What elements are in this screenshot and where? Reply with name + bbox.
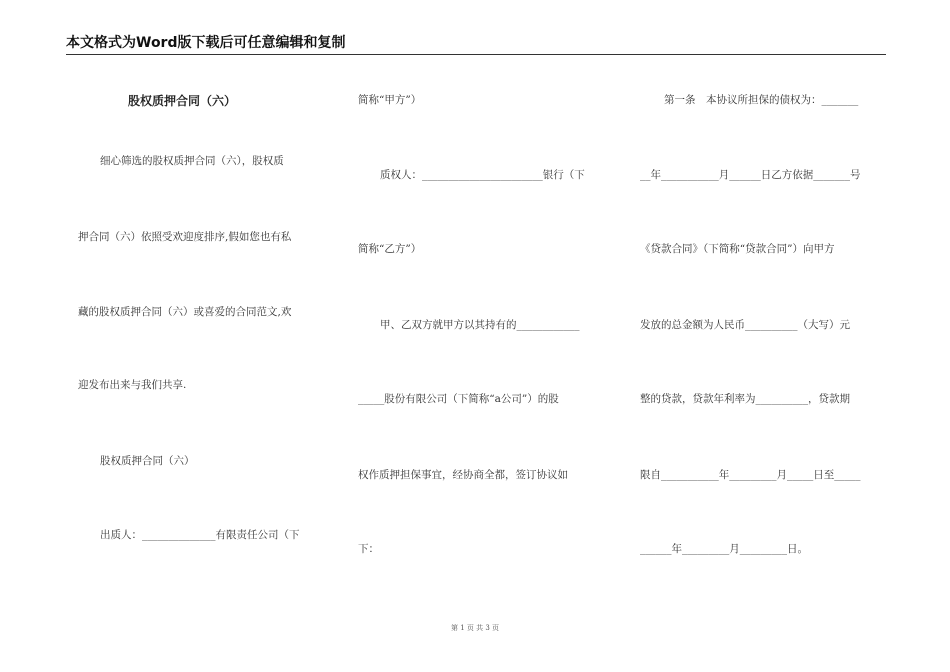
header-text: 本文格式为Word版下载后可任意编辑和复制 [66, 35, 346, 51]
col3-line: 限自___________年_________月_____日至_____ [640, 469, 861, 481]
col3-line: 整的贷款，贷款年利率为__________，贷款期 [640, 393, 850, 405]
col1-line: 藏的股权质押合同（六）或喜爱的合同范文,欢 [78, 306, 292, 318]
col3-line: 发放的总金额为人民币__________（大写）元 [640, 319, 850, 331]
document-title: 股权质押合同（六） [128, 94, 237, 108]
col2-line: 简称“甲方”） [358, 94, 422, 106]
col1-line: 细心筛选的股权质押合同（六），股权质 [100, 155, 284, 167]
col1-line: 迎发布出来与我们共享. [78, 379, 187, 391]
col1-line: 股权质押合同（六） [100, 455, 195, 467]
col3-line: 第一条 本协议所担保的债权为：_______ [664, 94, 859, 106]
col2-line: 简称“乙方”） [358, 243, 422, 255]
col2-line: 权作质押担保事宜，经协商全都，签订协议如 [358, 469, 568, 481]
col1-line: 出质人：______________有限责任公司（下 [100, 529, 300, 541]
page-header [66, 34, 886, 55]
col3-line: ______年_________月_________日。 [640, 543, 808, 555]
col2-line: 质权人：_______________________银行（下 [380, 169, 585, 181]
page-footer: 第 1 页 共 3 页 [450, 624, 500, 632]
col1-line: 押合同（六）依照受欢迎度排序,假如您也有私 [78, 231, 292, 243]
col2-line: _____股份有限公司（下简称“a公司”）的股 [358, 393, 559, 405]
col2-line: 下： [358, 543, 379, 555]
col2-line: 甲、乙双方就甲方以其持有的____________ [380, 319, 580, 331]
col3-line: __年___________月______日乙方依据_______号 [640, 169, 861, 181]
col3-line: 《贷款合同》（下简称“贷款合同”）向甲方 [640, 243, 835, 255]
